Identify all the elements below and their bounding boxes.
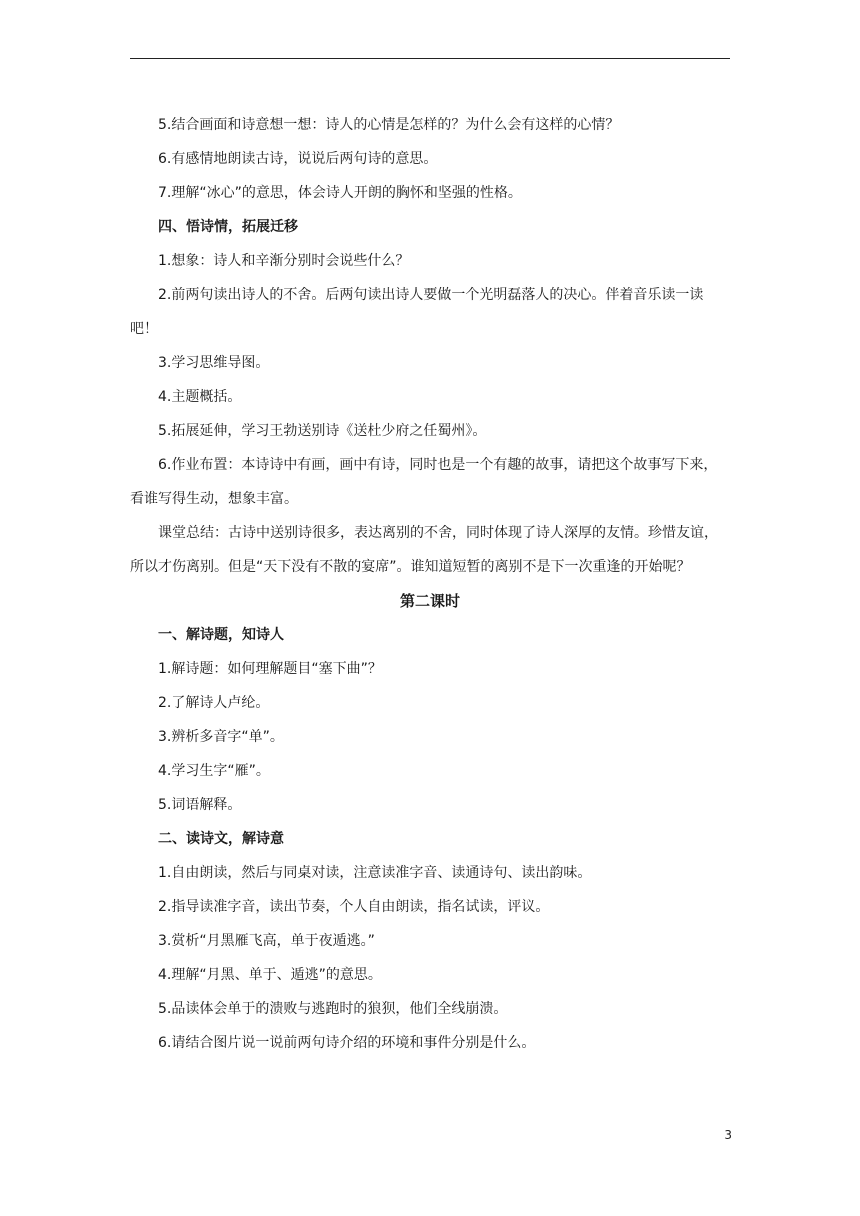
class-summary: 课堂总结：古诗中送别诗很多，表达离别的不舍，同时体现了诗人深厚的友情。珍惜友谊，所以才伤离别。但是“天下没有不散的宴席”。谁知道短暂的离别不是下一次重逢的开始呢？ (130, 525, 718, 575)
list-item: 5.结合画面和诗意想一想：诗人的心情是怎样的？为什么会有这样的心情？ (158, 117, 620, 133)
list-item: 6.作业布置：本诗诗中有画，画中有诗，同时也是一个有趣的故事，请把这个故事写下来，看谁写得生动，想象丰富。 (130, 457, 718, 507)
list-item: 5.品读体会单于的溃败与逃跑时的狼狈，他们全线崩溃。 (158, 1001, 508, 1017)
list-item: 6.请结合图片说一说前两句诗介绍的环境和事件分别是什么。 (158, 1035, 536, 1051)
list-item: 1.自由朗读，然后与同桌对读，注意读准字音、读通诗句、读出韵味。 (158, 865, 592, 881)
list-item: 6.有感情地朗读古诗，说说后两句诗的意思。 (158, 151, 438, 167)
list-item: 4.学习生字“雁”。 (158, 763, 270, 779)
section-heading: 四、悟诗情，拓展迁移 (158, 219, 298, 235)
list-item: 3.辨析多音字“单”。 (158, 729, 284, 745)
list-item: 1.解诗题：如何理解题目“塞下曲”？ (158, 661, 382, 677)
header-rule (130, 58, 730, 59)
list-item: 1.想象：诗人和辛渐分别时会说些什么？ (158, 253, 410, 269)
list-item: 3.赏析“月黑雁飞高，单于夜遁逃。” (158, 933, 375, 949)
lesson-title: 第二课时 (399, 592, 460, 610)
list-item: 4.主题概括。 (158, 389, 242, 405)
list-item: 2.指导读准字音，读出节奏，个人自由朗读，指名试读，评议。 (158, 899, 550, 915)
list-item: 2.了解诗人卢纶。 (158, 695, 270, 711)
section-heading: 二、读诗文，解诗意 (158, 831, 284, 847)
list-item: 5.词语解释。 (158, 797, 242, 813)
list-item: 7.理解“冰心”的意思，体会诗人开朗的胸怀和坚强的性格。 (158, 185, 522, 201)
list-item: 5.拓展延伸，学习王勃送别诗《送杜少府之任蜀州》。 (158, 423, 487, 439)
section-heading: 一、解诗题，知诗人 (158, 627, 284, 643)
list-item: 4.理解“月黑、单于、遁逃”的意思。 (158, 967, 382, 983)
page-body (130, 108, 730, 1060)
list-item: 2.前两句读出诗人的不舍。后两句读出诗人要做一个光明磊落人的决心。伴着音乐读一读吧！ (130, 287, 704, 337)
page-number: 3 (724, 1128, 732, 1142)
list-item: 3.学习思维导图。 (158, 355, 270, 371)
